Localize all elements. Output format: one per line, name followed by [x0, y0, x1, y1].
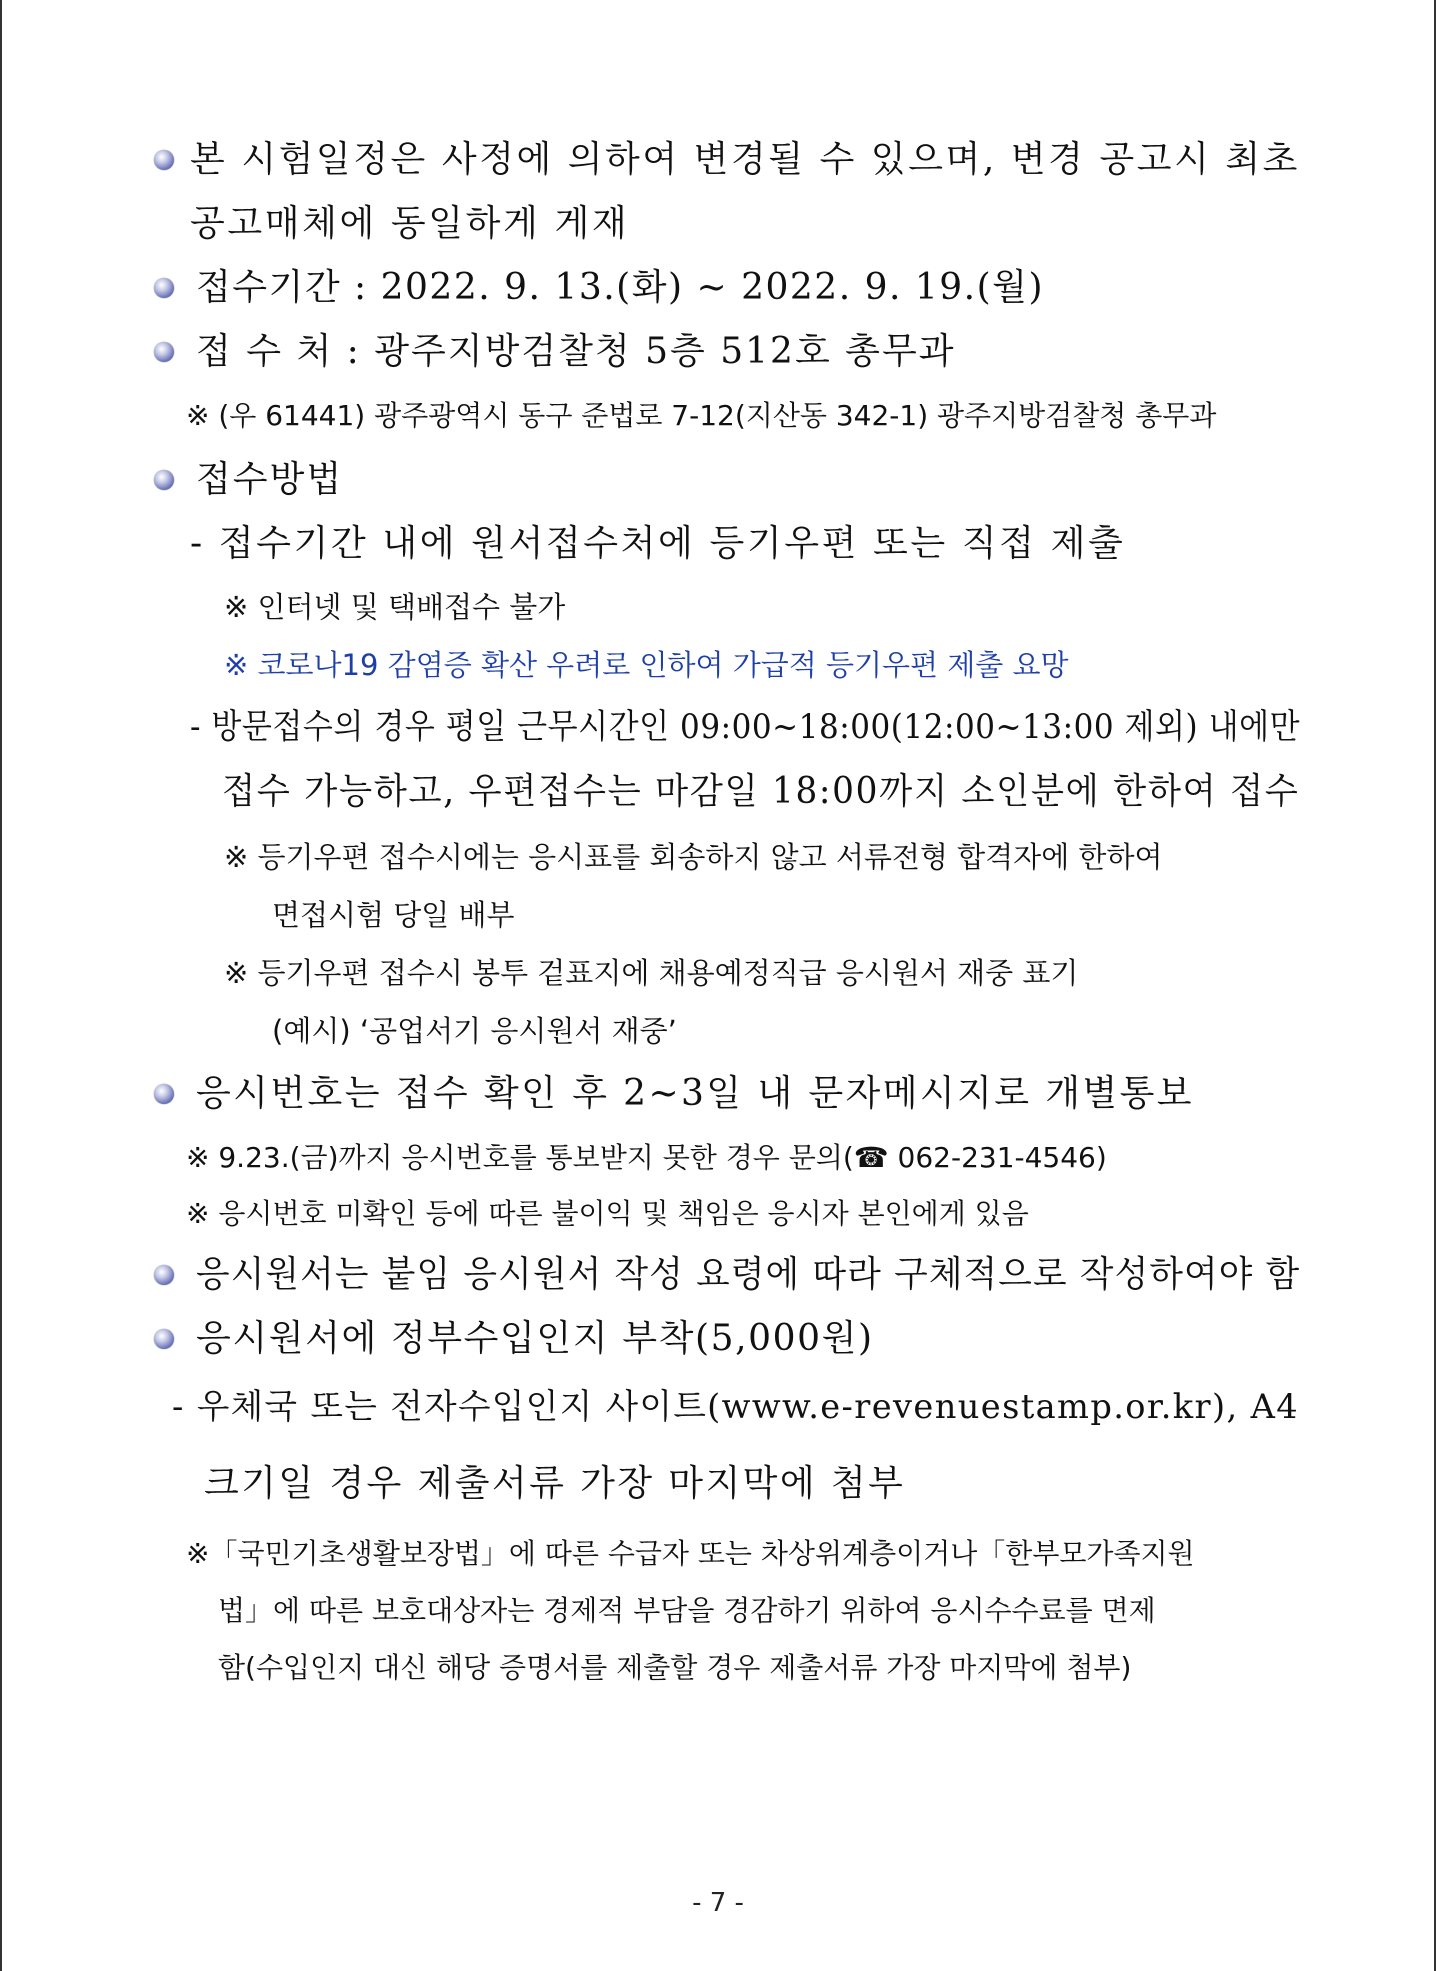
revenue-stamp-site-cont: 크기일 경우 제출서류 가장 마지막에 첨부 [204, 1463, 906, 1504]
bullet-icon [154, 342, 174, 362]
note-covid-mail: ※ 코로나19 감염증 확산 우려로 인하여 가급적 등기우편 제출 요망 [224, 648, 1069, 682]
bullet-icon [154, 1265, 174, 1285]
schedule-change-notice: 본 시험일정은 사정에 의하여 변경될 수 있으며, 변경 공고시 최초 [190, 139, 1300, 180]
revenue-stamp-site: - 우체국 또는 전자수입인지 사이트(www.e-revenuestamp.or.kr), A4 [172, 1387, 1300, 1427]
method-mail-or-direct: - 접수기간 내에 원서접수처에 등기우편 또는 직접 제출 [190, 523, 1126, 564]
note-inquiry-phone: ※ 9.23.(금)까지 응시번호를 통보받지 못한 경우 문의(☎ 062-231-4546) [186, 1141, 1107, 1174]
note-applicant-responsibility: ※ 응시번호 미확인 등에 따른 불이익 및 책임은 응시자 본인에게 있음 [186, 1197, 1029, 1230]
note-registered-mail-1-cont: 면접시험 당일 배부 [272, 898, 515, 932]
reception-method-heading: 접수방법 [196, 459, 344, 500]
note-registered-mail-2-example: (예시) ‘공업서기 응시원서 재중’ [272, 1014, 677, 1048]
bullet-icon [154, 150, 174, 170]
reception-place: 접 수 처 : 광주지방검찰청 5층 512호 총무과 [196, 331, 956, 372]
reception-address: ※ (우 61441) 광주광역시 동구 준법로 7-12(지산동 342-1) 광주지방검찰청 총무과 [186, 399, 1217, 432]
note-registered-mail-1: ※ 등기우편 접수시에는 응시표를 회송하지 않고 서류전형 합격자에 한하여 [224, 840, 1163, 874]
note-fee-exemption-cont-2: 함(수입인지 대신 해당 증명서를 제출할 경우 제출서류 가장 마지막에 첨부) [218, 1651, 1132, 1684]
application-form-instruction: 응시원서는 붙임 응시원서 작성 요령에 따라 구체적으로 작성하여야 함 [196, 1254, 1301, 1295]
bullet-icon [154, 470, 174, 490]
bullet-icon [154, 278, 174, 298]
schedule-change-notice-cont: 공고매체에 동일하게 게재 [190, 203, 630, 244]
note-fee-exemption: ※「국민기초생활보장법」에 따른 수급자 또는 차상위계층이거나「한부모가족지원 [186, 1537, 1195, 1570]
note-registered-mail-2: ※ 등기우편 접수시 봉투 겉표지에 채용예정직급 응시원서 재중 표기 [224, 956, 1079, 990]
visit-reception-hours-cont: 접수 가능하고, 우편접수는 마감일 18:00까지 소인분에 한하여 접수 [222, 771, 1300, 812]
note-no-online: ※ 인터넷 및 택배접수 불가 [224, 590, 566, 624]
reception-period: 접수기간 : 2022. 9. 13.(화) ~ 2022. 9. 19.(월) [196, 267, 1044, 308]
page-number: - 7 - [692, 1888, 744, 1918]
revenue-stamp-attach: 응시원서에 정부수입인지 부착(5,000원) [196, 1318, 874, 1359]
visit-reception-hours: - 방문접수의 경우 평일 근무시간인 09:00~18:00(12:00~13:00 제외) 내에만 [190, 707, 1301, 747]
applicant-number-notice: 응시번호는 접수 확인 후 2~3일 내 문자메시지로 개별통보 [196, 1073, 1194, 1114]
bullet-icon [154, 1329, 174, 1349]
note-fee-exemption-cont-1: 법」에 따른 보호대상자는 경제적 부담을 경감하기 위하여 응시수수료를 면제 [218, 1594, 1156, 1627]
bullet-icon [154, 1084, 174, 1104]
